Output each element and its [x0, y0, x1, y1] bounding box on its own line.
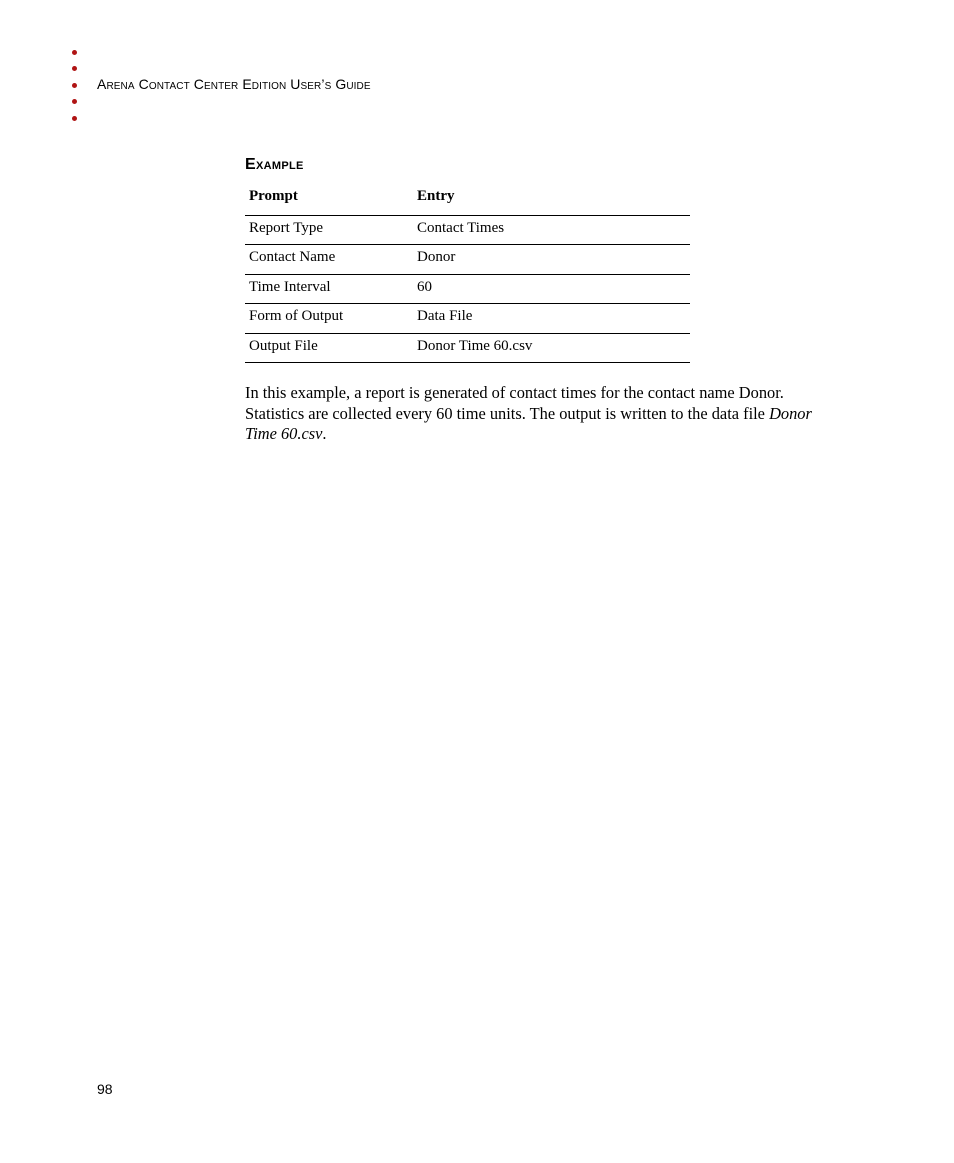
output-filename: Donor Time 60.csv: [245, 403, 812, 443]
entry-cell: Donor: [413, 245, 690, 275]
entry-cell: 60: [413, 274, 690, 304]
example-description: [245, 383, 845, 445]
column-header-entry: Entry: [413, 185, 690, 215]
table-row: [245, 245, 690, 275]
column-header-prompt: Prompt: [245, 185, 413, 215]
entry-cell: Donor Time 60.csv: [413, 333, 690, 363]
section-title: Example: [245, 156, 304, 173]
bullet-icon: [72, 83, 77, 88]
bullet-icon: [72, 66, 77, 71]
bullet-icon: [72, 116, 77, 121]
entry-cell: Contact Times: [413, 215, 690, 245]
table-header-row: [245, 185, 690, 215]
prompt-cell: Report Type: [245, 215, 413, 245]
example-table: [245, 185, 690, 363]
bullet-icon: [72, 50, 77, 55]
table-row: [245, 333, 690, 363]
running-header: Arena Contact Center Edition User’s Guide: [97, 76, 371, 92]
table-row: [245, 215, 690, 245]
prompt-cell: Time Interval: [245, 274, 413, 304]
page-number: 98: [97, 1081, 113, 1097]
description-end: .: [322, 424, 327, 443]
table-row: [245, 274, 690, 304]
prompt-cell: Output File: [245, 333, 413, 363]
prompt-cell: Form of Output: [245, 304, 413, 334]
table-row: [245, 304, 690, 334]
bullet-icon: [72, 99, 77, 104]
entry-cell: Data File: [413, 304, 690, 334]
description-text: In this example, a report is generated of contact times for the contact name Donor. Statistics are collected every 60 time units. The output is written to the data file: [245, 383, 784, 423]
prompt-cell: Contact Name: [245, 245, 413, 275]
